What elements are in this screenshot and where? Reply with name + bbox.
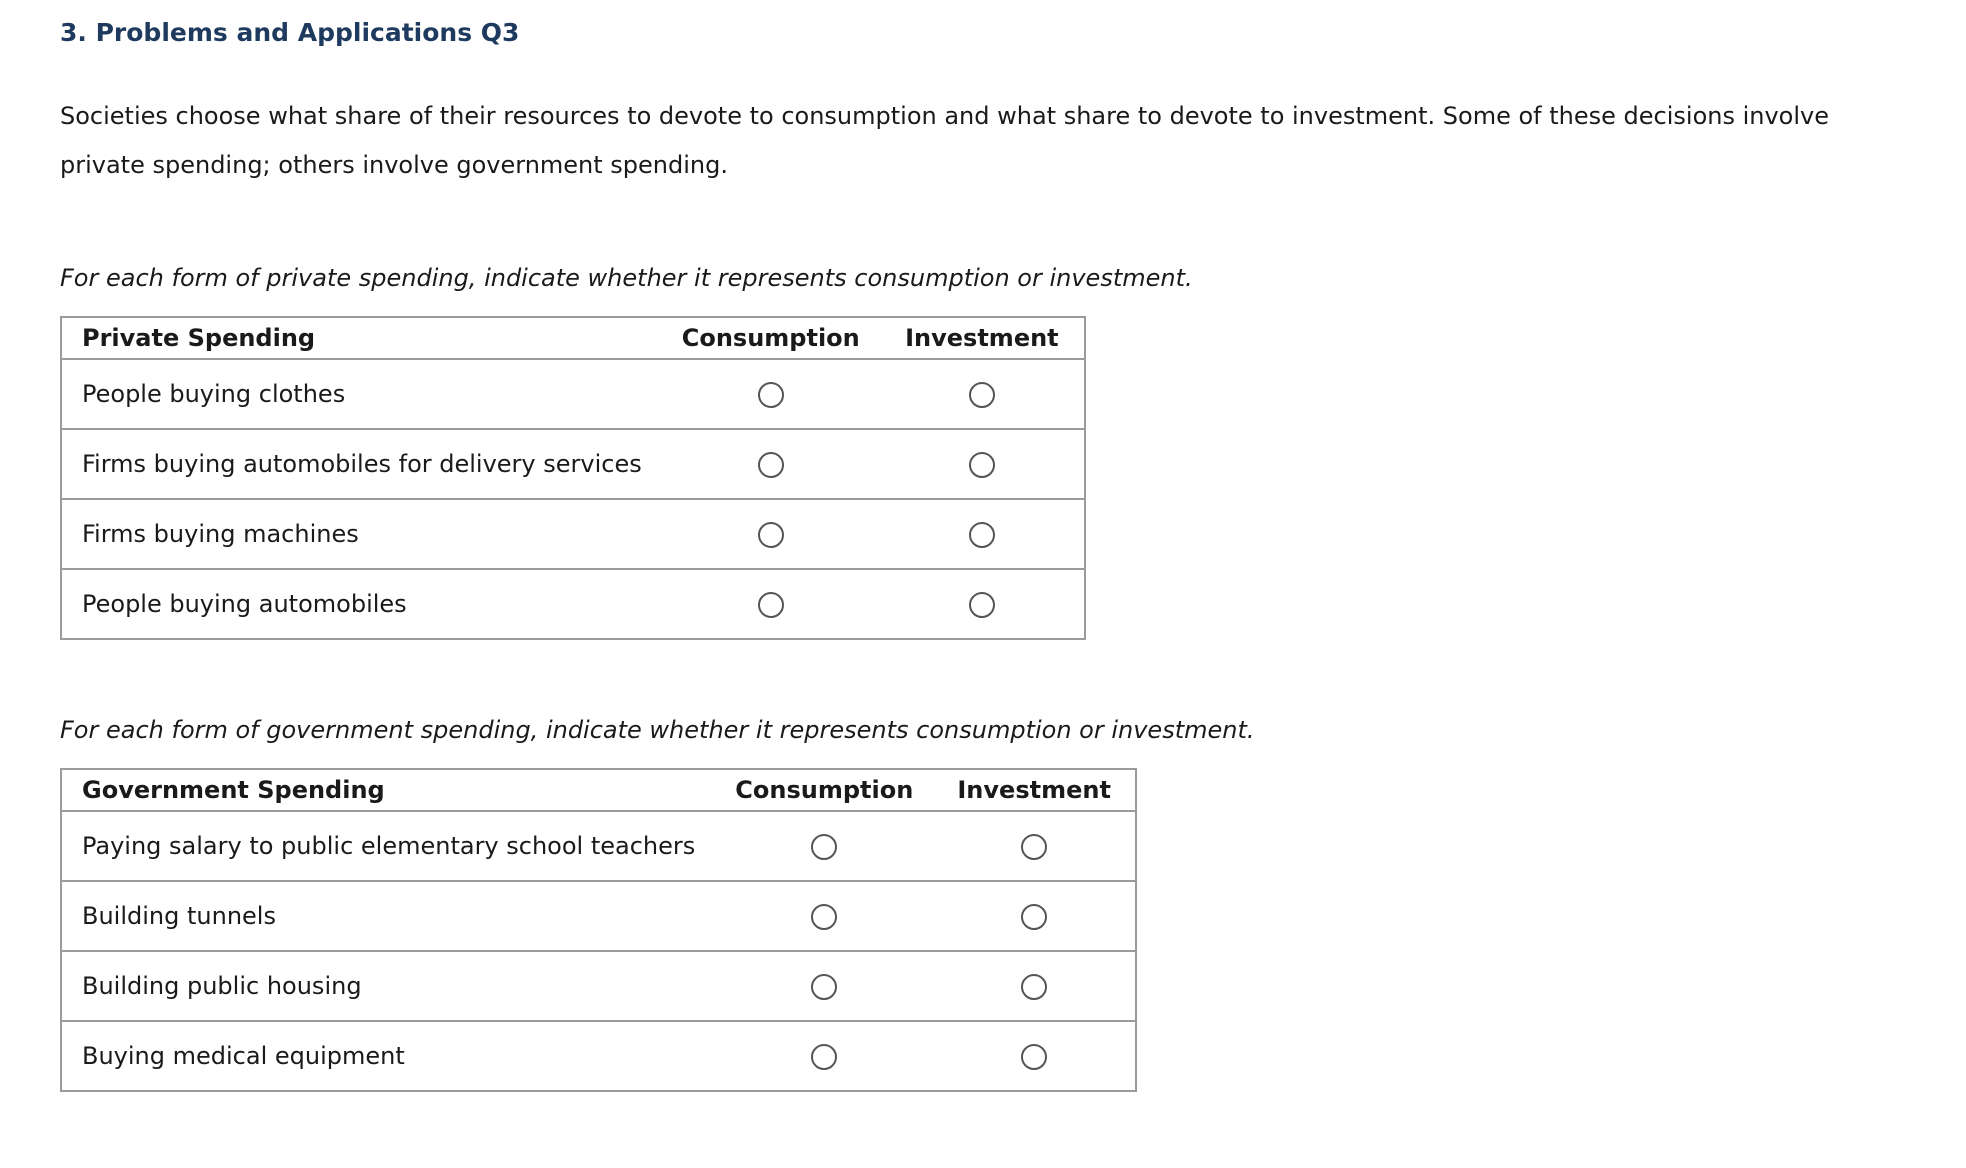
table-row [61,569,1085,639]
investment-header: Investment [880,317,1085,359]
investment-radio[interactable] [969,452,995,478]
consumption-header: Consumption [662,317,880,359]
row-label: Building tunnels [61,881,715,951]
row-label: Paying salary to public elementary school teachers [61,811,715,881]
consumption-radio[interactable] [811,974,837,1000]
investment-header: Investment [933,769,1136,811]
investment-radio[interactable] [1021,974,1047,1000]
private-instruction: For each form of private spending, indicate whether it represents consumption or investment. [60,264,1193,292]
table-row [61,359,1085,429]
consumption-radio[interactable] [758,452,784,478]
private-spending-table [60,316,1086,640]
private-spending-header: Private Spending [61,317,662,359]
row-label: Buying medical equipment [82,1042,405,1070]
table-row [61,951,1136,1021]
investment-radio[interactable] [1021,1044,1047,1070]
consumption-radio[interactable] [758,382,784,408]
consumption-radio[interactable] [758,592,784,618]
table-header-row [61,769,1136,811]
government-instruction: For each form of government spending, indicate whether it represents consumption or investment. [60,716,1255,744]
consumption-radio[interactable] [811,834,837,860]
investment-radio[interactable] [1021,834,1047,860]
table-row [61,811,1136,881]
consumption-header: Consumption [715,769,933,811]
row-label: Building public housing [61,951,715,1021]
question-intro: Societies choose what share of their resources to devote to consumption and what share to devote to investment. Some of these decisions involve private spending; others involve government spending. [60,102,1829,179]
row-label: People buying clothes [61,359,662,429]
investment-radio[interactable] [969,592,995,618]
table-row [61,499,1085,569]
investment-radio[interactable] [969,382,995,408]
government-spending-header: Government Spending [61,769,715,811]
table-row [61,429,1085,499]
government-spending-table [60,768,1137,1092]
table-row [61,881,1136,951]
table-header-row [61,317,1085,359]
row-label: Firms buying machines [61,499,662,569]
row-label: Firms buying automobiles for delivery services [61,429,662,499]
consumption-radio[interactable] [811,904,837,930]
consumption-radio[interactable] [811,1044,837,1070]
investment-radio[interactable] [1021,904,1047,930]
table-row [61,1021,1136,1091]
consumption-radio[interactable] [758,522,784,548]
investment-radio[interactable] [969,522,995,548]
row-label: People buying automobiles [82,590,407,618]
question-title: 3. Problems and Applications Q3 [60,18,520,47]
